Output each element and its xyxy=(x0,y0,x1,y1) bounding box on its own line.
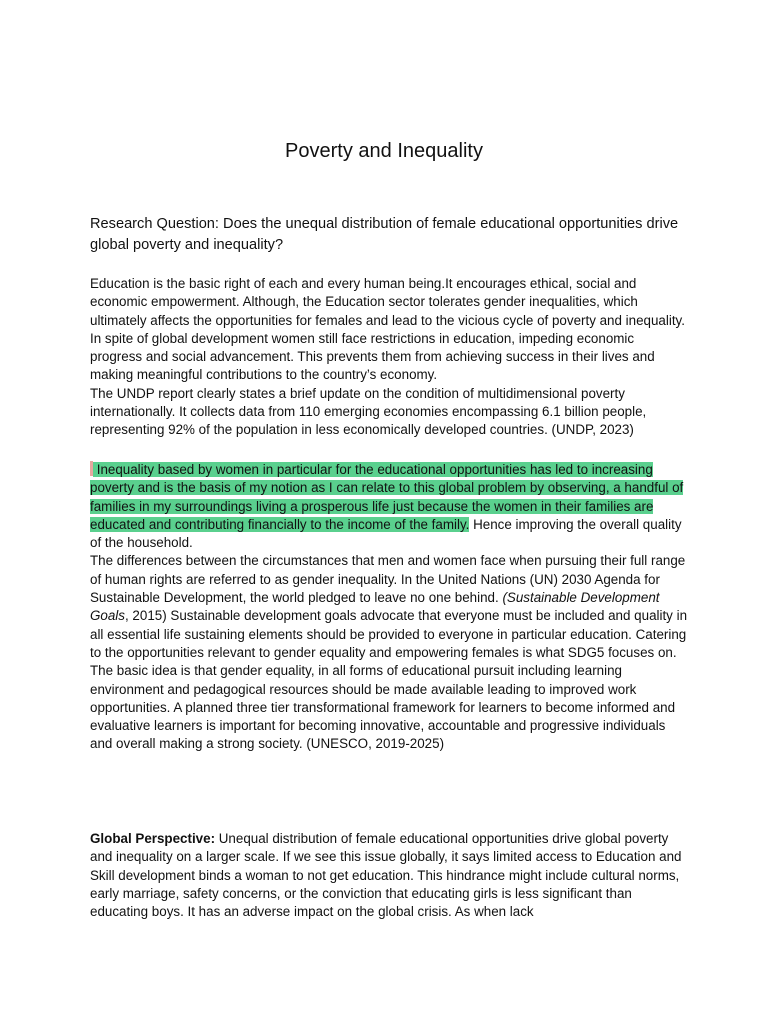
global-paragraph xyxy=(90,830,688,921)
global-perspective-section xyxy=(90,830,688,921)
global-text: Unequal distribution of female educational opportunities drive global poverty and inequality on a larger scale. If we see this issue globally, it says limited access to Education and Skill development binds a woman to not get education. This hindrance might include cultural norms, early marriage, safety concerns, or the conviction that educating girls is less significant than educating boys. It has an adverse impact on the global crisis. As when lack xyxy=(90,831,682,920)
highlight-followup: Hence improving the overall quality of the household. xyxy=(90,516,682,551)
sdg-citation: (Sustainable Development Goals xyxy=(90,590,660,624)
gender-paragraph-rest: , 2015) Sustainable development goals advocate that everyone must be included and quality in all essential life sustaining elements should be provided to everyone in particular education. Catering to the opportunities relevant to gender equality and empowering females is what SDG5 focuses on. The basic idea is that gender equality, in all forms of educational pursuit including learning environment and pedagogical resources should be made available leading to improved work opportunities. A planned three tier transformational framework for learners to become informed and evaluative learners is important for becoming innovative, accountable and progressive individuals and overall making a strong society. (UNESCO, 2019-2025) xyxy=(90,608,688,752)
intro-section xyxy=(90,275,688,440)
research-question: Research Question: Does the unequal distribution of female educational opportunities drive global poverty and inequality? xyxy=(90,216,679,253)
gender-paragraph xyxy=(90,552,688,753)
page-title: Poverty and Inequality xyxy=(285,140,483,162)
inequality-section xyxy=(90,461,688,754)
gender-paragraph-start: The differences between the circumstances that men and women face when pursuing their full range of human rights are referred to as gender inequality. In the United Nations (UN) 2030 Agenda for Sustainable Development, the world pledged to leave no one behind. xyxy=(90,553,686,606)
highlighted-text: Inequality based by women in particular for the educational opportunities has led to increasing poverty and is the basis of my notion as I can relate to this global problem by observing, a handful of families in my surroundings living a prosperous life just because the women in their families are educated and contributing financially to the income of the family. xyxy=(90,462,684,532)
undp-paragraph: The UNDP report clearly states a brief update on the condition of multidimensional poverty internationally. It collects data from 110 emerging economies encompassing 6.1 billion people, representing 92% of the population in less economically developed countries. (UNDP, 2023) xyxy=(90,385,647,438)
intro-paragraph: Education is the basic right of each and every human being.It encourages ethical, social and economic empowerment. Although, the Education sector tolerates gender inequalities, which ultimately affects the opportunities for females and lead to the vicious cycle of poverty and inequality. In spite of global development women still face restrictions in education, impeding economic progress and social advancement. This prevents them from achieving success in their lives and making meaningful contributions to the country’s economy. xyxy=(90,276,685,383)
highlighted-paragraph xyxy=(90,461,688,552)
global-heading: Global Perspective: xyxy=(90,831,216,846)
